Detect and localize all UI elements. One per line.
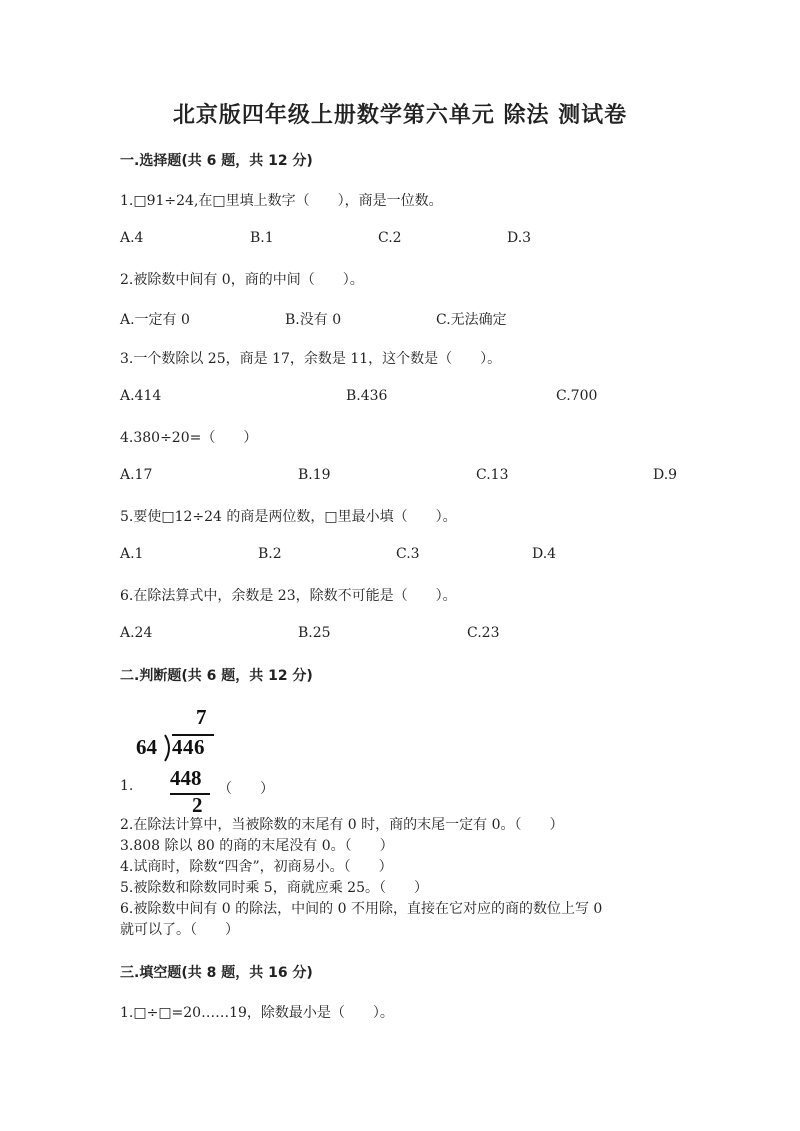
judge-question-6-line2: 就可以了。（ ） [120,922,239,938]
judge-question-1-number: 1. [120,778,134,794]
section-heading-judge: 二.判断题(共 6 题，共 12 分) [120,668,313,684]
choice-4-option-a: A.17 [120,467,153,483]
choice-5-option-b: B.2 [258,546,282,562]
page-title: 北京版四年级上册数学第六单元 除法 测试卷 [172,103,628,128]
choice-1-option-d: D.3 [507,230,532,246]
choice-6-option-a: A.24 [120,625,153,641]
long-division-dividend: 446 [172,735,205,759]
long-division-figure [136,705,216,815]
choice-3-option-a: A.414 [120,388,162,404]
judge-question-5: 5.被除数和除数同时乘 5，商就应乘 25。（ ） [120,880,428,896]
judge-question-2: 2.在除法计算中，当被除数的末尾有 0 时，商的末尾一定有 0。（ ） [120,817,564,833]
choice-question-4: 4.380÷20=（ ） [120,430,258,446]
choice-question-2: 2.被除数中间有 0，商的中间（ ）。 [120,272,364,288]
choice-4-option-d: D.9 [653,467,678,483]
choice-1-option-c: C.2 [378,230,402,246]
judge-question-6-line1: 6.被除数中间有 0 的除法，中间的 0 不用除，直接在它对应的商的数位上写 0 [120,901,603,917]
choice-3-option-b: B.436 [346,388,388,404]
long-division-quotient: 7 [196,705,207,729]
choice-2-option-b: B.没有 0 [285,312,342,328]
choice-4-option-b: B.19 [298,467,331,483]
long-division-remainder: 2 [192,793,203,817]
choice-2-option-a: A.一定有 0 [120,312,190,328]
judge-question-3: 3.808 除以 80 的商的末尾没有 0。（ ） [120,838,394,854]
choice-1-option-a: A.4 [120,230,144,246]
choice-question-3: 3.一个数除以 25，商是 17，余数是 11，这个数是（ ）。 [120,351,502,367]
judge-question-4: 4.试商时，除数“四舍”，初商易小。（ ） [120,859,393,875]
choice-6-option-c: C.23 [467,625,500,641]
choice-5-option-a: A.1 [120,546,144,562]
subtraction-line [170,793,210,795]
long-division-divisor: 64 [136,735,157,759]
choice-3-option-c: C.700 [556,388,598,404]
choice-5-option-c: C.3 [396,546,420,562]
choice-6-option-b: B.25 [298,625,331,641]
choice-5-option-d: D.4 [532,546,557,562]
long-division-product: 448 [170,766,202,790]
choice-question-5: 5.要使□12÷24 的商是两位数，□里最小填（ ）。 [120,509,457,525]
fill-question-1: 1.□÷□=20……19，除数最小是（ ）。 [120,1005,394,1021]
choice-1-option-b: B.1 [250,230,274,246]
choice-2-option-c: C.无法确定 [436,312,507,328]
choice-question-1: 1.□91÷24,在□里填上数字（ ），商是一位数。 [120,193,443,209]
judge-question-1-blank: （ ） [218,781,274,797]
section-heading-fill: 三.填空题(共 8 题，共 16 分) [120,965,313,981]
choice-4-option-c: C.13 [476,467,509,483]
section-heading-choice: 一.选择题(共 6 题，共 12 分) [120,153,313,169]
choice-question-6: 6.在除法算式中，余数是 23，除数不可能是（ ）。 [120,588,457,604]
